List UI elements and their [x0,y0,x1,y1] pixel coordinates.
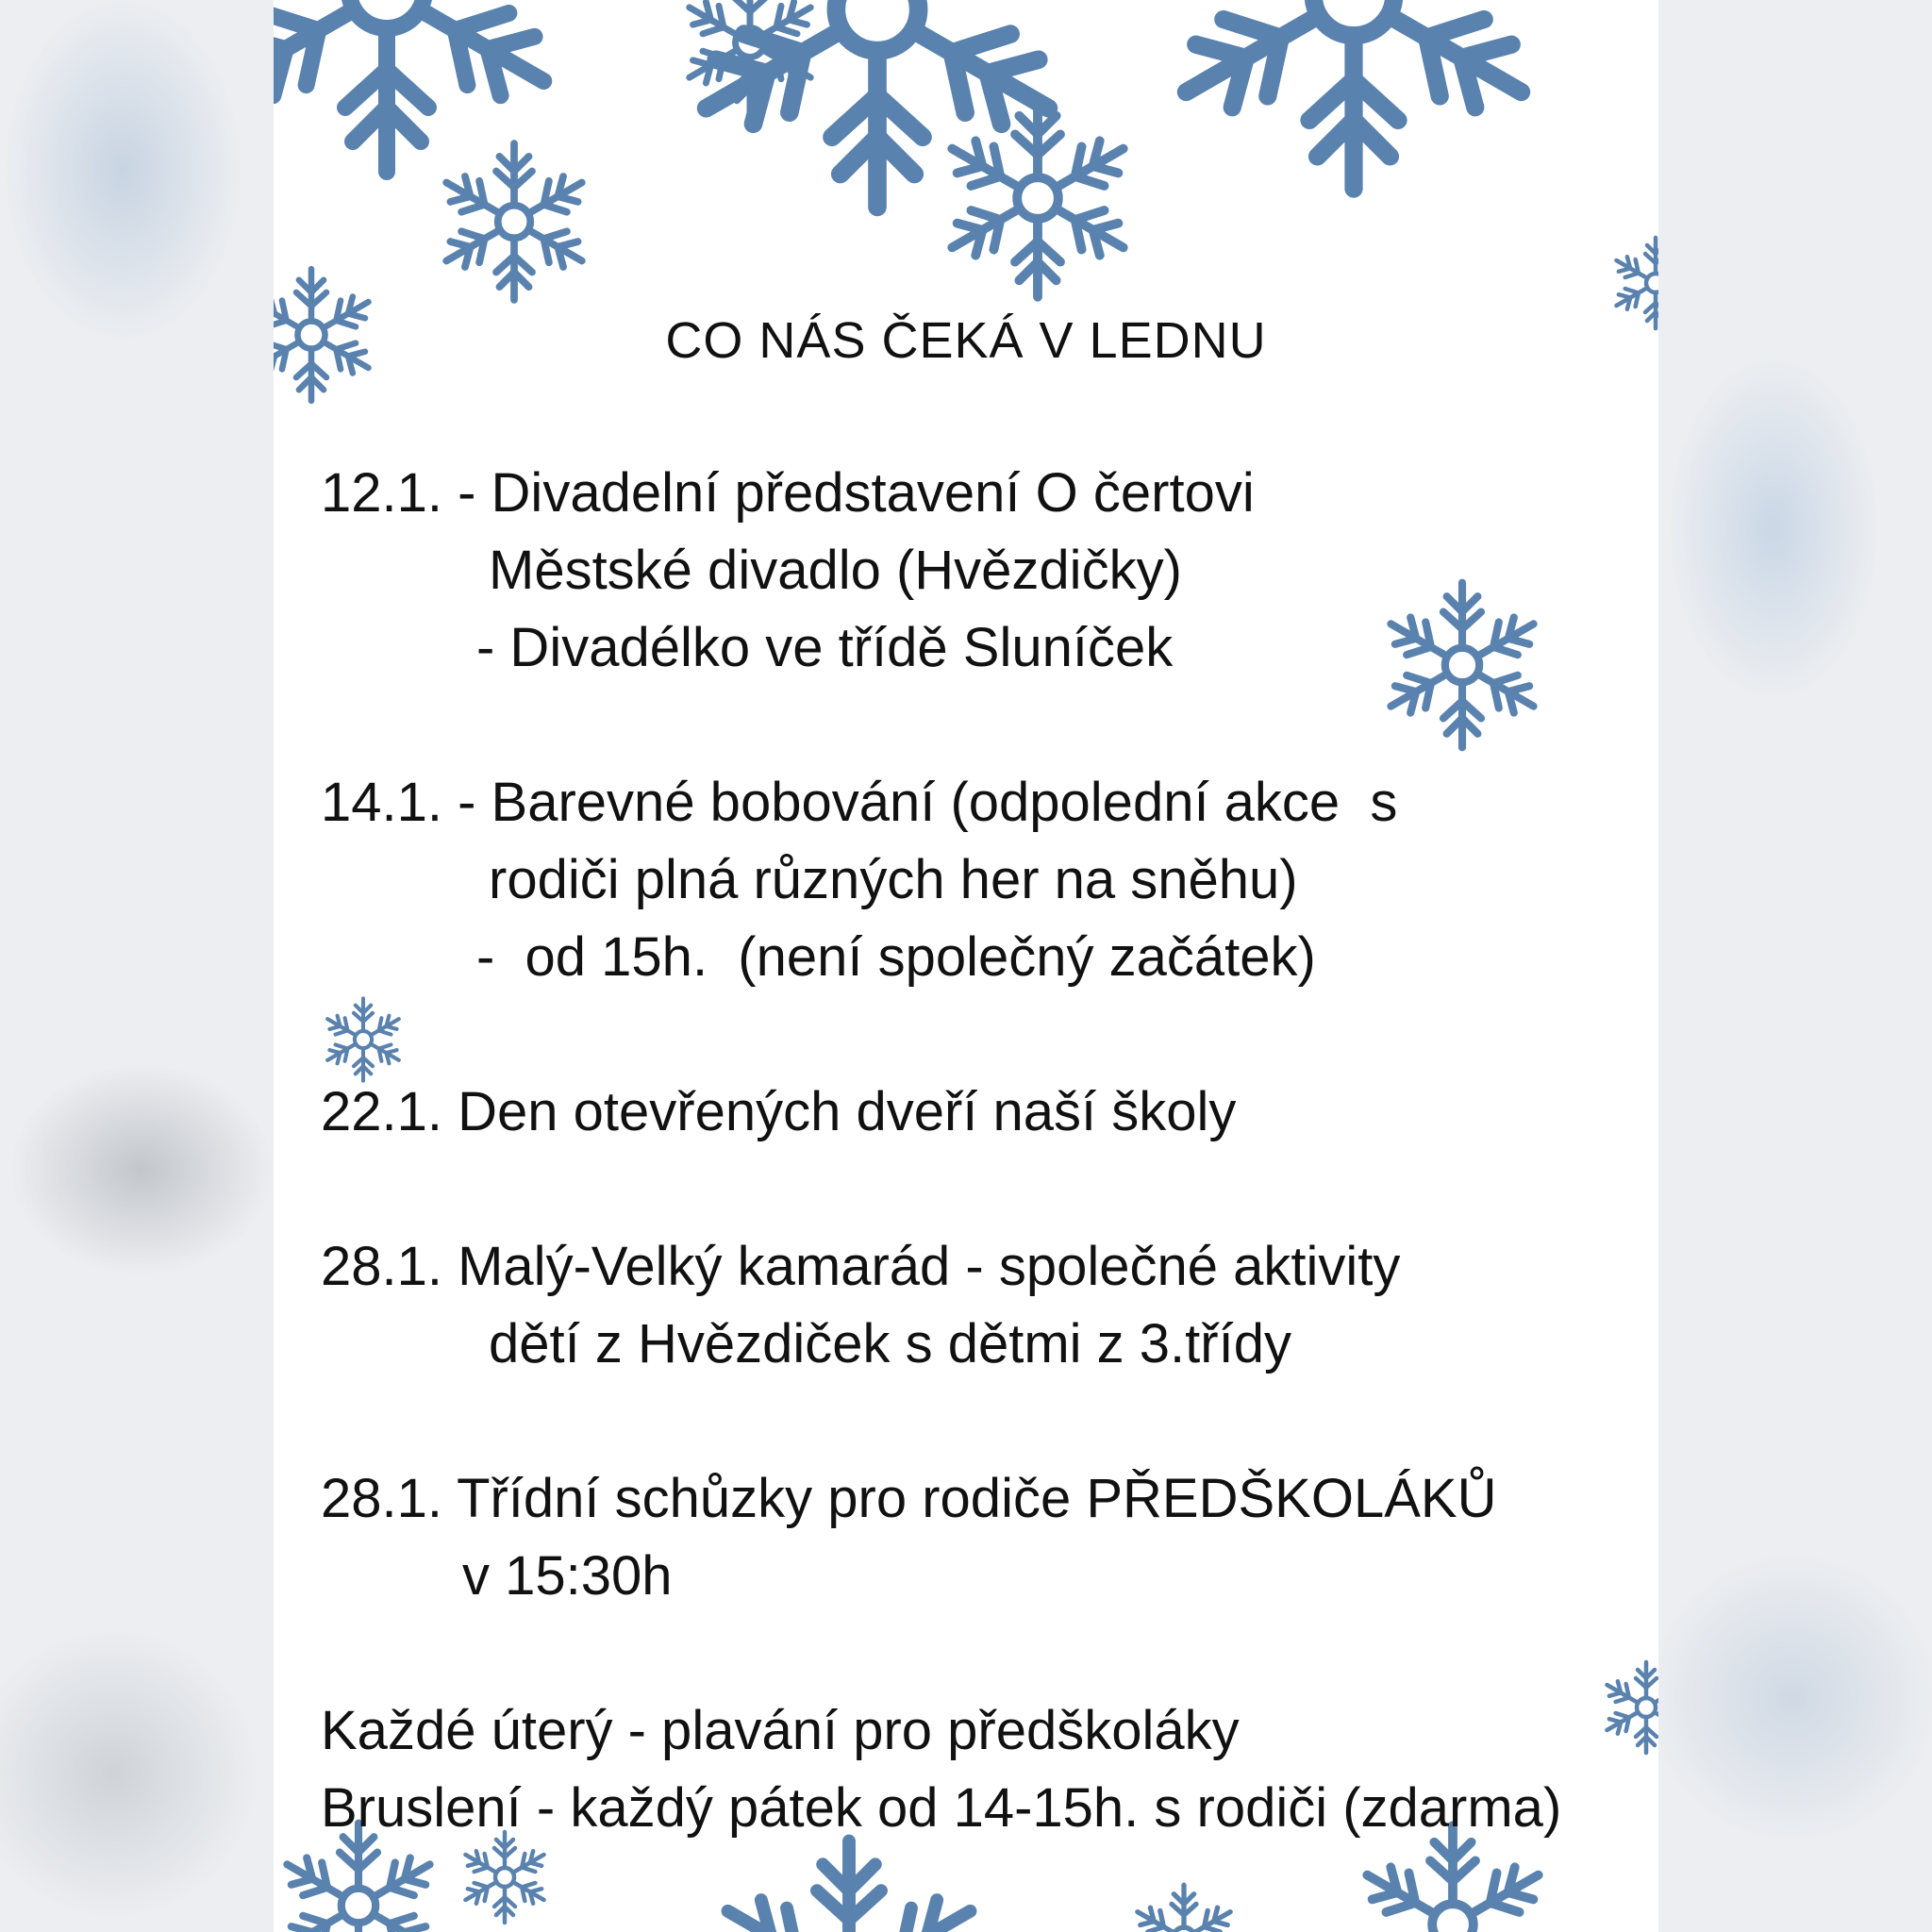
event-line: 12.1. - Divadelní představení O čertovi [321,462,1255,524]
event-line: dětí z Hvězdiček s dětmi z 3.třídy [489,1313,1291,1374]
snowflake-icon [1132,0,1575,217]
event-line: 28.1. Třídní schůzky pro rodiče PŘEDŠKOLÁKŮ [321,1468,1497,1529]
event-line: 28.1. Malý-Velký kamarád - společné aktivity [321,1236,1401,1297]
event-line: Každé úterý - plavání pro předškoláky [321,1700,1240,1761]
event-line: - Divadélko ve třídě Sluníček [476,617,1174,678]
event-line: 22.1. Den otevřených dveří naší školy [321,1081,1237,1142]
spacer [321,1151,1641,1228]
snowflake-icon [924,85,1151,311]
event-line: v 15:30h [462,1545,673,1607]
poster-title: CO NÁS ČEKÁ V LEDNU [665,312,1267,369]
event-line: rodiči plná různých her na sněhu) [489,849,1298,910]
event-line: 14.1. - Barevné bobování (odpolední akce s [321,772,1398,833]
event-line: Bruslení - každý pátek od 14-15h. s rodiči (zdarma) [321,1777,1562,1839]
snowflake-icon [670,0,830,123]
spacer [321,687,1641,764]
spacer [321,996,1641,1074]
snowflake-icon [1123,1877,1245,1932]
spacer [321,1615,1641,1692]
event-line: Městské divadlo (Hvězdičky) [489,540,1182,601]
snowflake-icon [425,132,604,311]
spacer [321,1383,1641,1460]
event-line: - od 15h. (není společný začátek) [476,926,1316,988]
poster [274,0,1658,1932]
event-list [321,455,1641,1847]
